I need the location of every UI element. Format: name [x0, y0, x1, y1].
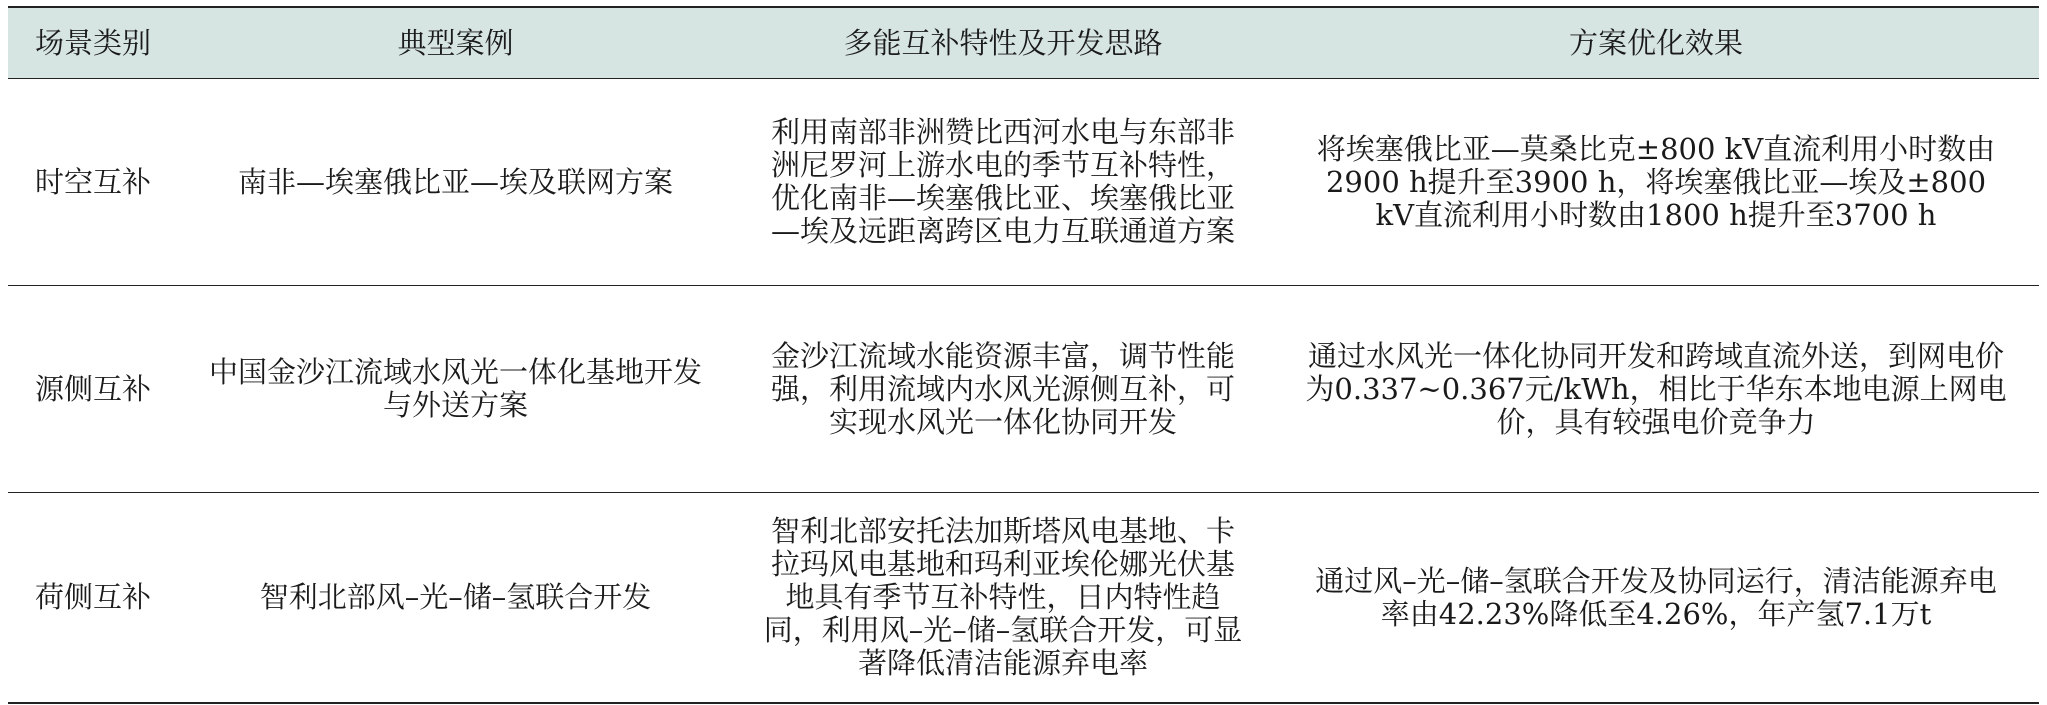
- scene-category-cell: 时空互补: [34, 164, 151, 199]
- scene-category-cell: 荷侧互补: [34, 580, 151, 614]
- scene-category-cell: 源侧互补: [34, 371, 151, 406]
- table-row: [8, 285, 2039, 492]
- feature-cell: 利用南部非洲赞比西河水电与东部非洲尼罗河上游水电的季节互补特性，优化南非—埃塞俄比亚、埃塞俄比亚—埃及远距离跨区电力互联通道方案: [770, 115, 1235, 248]
- header-typical-case: 典型案例: [397, 25, 514, 60]
- header-scene-category: 场景类别: [34, 25, 151, 60]
- header-optimization-effect: 方案优化效果: [1568, 25, 1743, 60]
- effect-cell: 通过风–光–储–氢联合开发及协同运行，清洁能源弃电率由42.23%降低至4.26%，年产氢7.1万t: [1315, 563, 1997, 631]
- typical-case-cell: 南非—埃塞俄比亚—埃及联网方案: [237, 164, 673, 199]
- header-feature-approach: 多能互补特性及开发思路: [843, 25, 1163, 60]
- comparison-table: [8, 6, 2039, 704]
- table-header-row: [8, 8, 2039, 79]
- typical-case-cell: 中国金沙江流域水风光一体化基地开发与外送方案: [208, 355, 702, 422]
- feature-cell: 智利北部安托法加斯塔风电基地、卡拉玛风电基地和玛利亚埃伦娜光伏基地具有季节互补特性，日内特性趋同，利用风–光–储–氢联合开发，可显著降低清洁能源弃电率: [763, 514, 1243, 680]
- table-row: [8, 492, 2039, 702]
- table-row: [8, 79, 2039, 285]
- effect-cell: 通过水风光一体化协同开发和跨域直流外送，到网电价为0.337~0.367元/kWh，相比于华东本地电源上网电价，具有较强电价竞争力: [1305, 338, 2007, 439]
- effect-cell: 将埃塞俄比亚—莫桑比克±800 kV直流利用小时数由2900 h提升至3900 h，将埃塞俄比亚—埃及±800 kV直流利用小时数由1800 h提升至3700 h: [1316, 131, 1996, 232]
- typical-case-cell: 智利北部风–光–储–氢联合开发: [259, 580, 652, 614]
- feature-cell: 金沙江流域水能资源丰富，调节性能强，利用流域内水风光源侧互补，可实现水风光一体化协同开发: [770, 338, 1235, 439]
